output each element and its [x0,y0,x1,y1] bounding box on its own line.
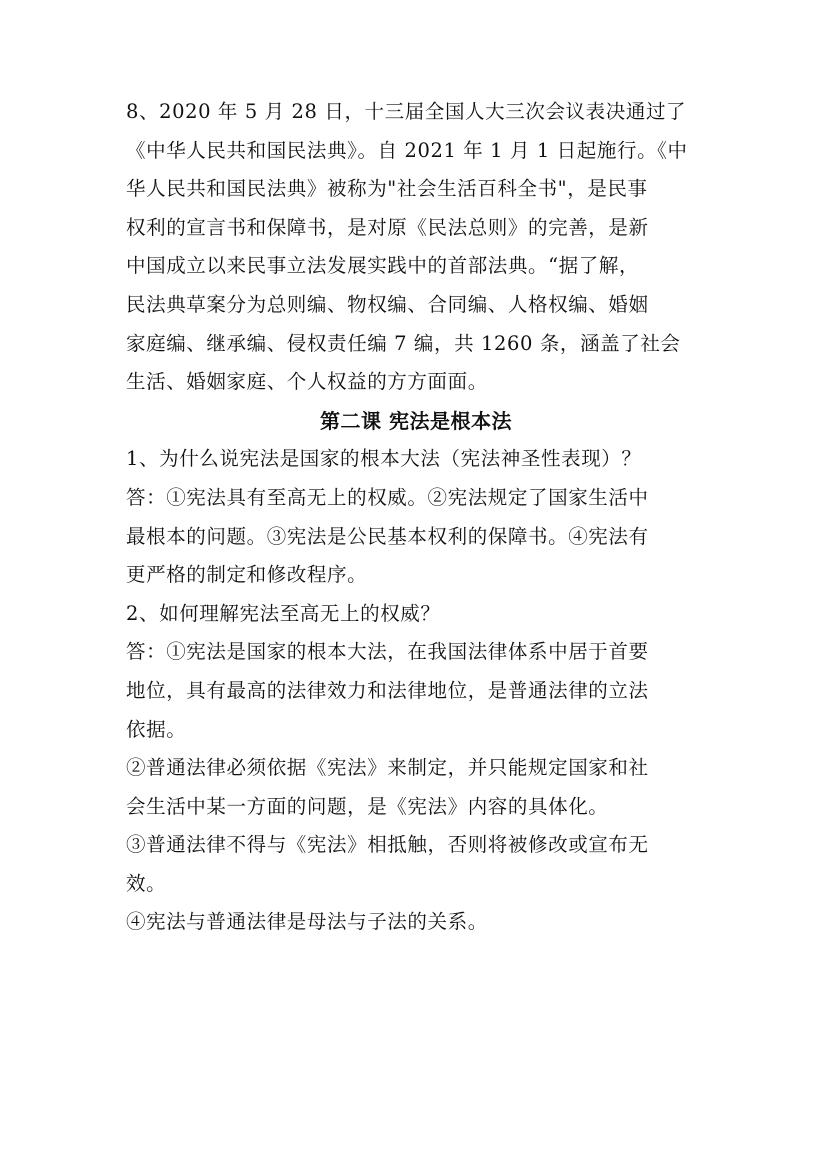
question-2: 2、如何理解宪法至高无上的权威？ [126,601,441,625]
answer-line: ④宪法与普通法律是母法与子法的关系。 [126,910,488,934]
civil-code-paragraph [126,98,706,396]
paragraph-line: 中国成立以来民事立法发展实践中的首部法典。“据了解， [126,254,640,278]
answer-line: 更严格的制定和修改程序。 [126,563,368,587]
answer-line: 最根本的问题。③宪法是公民基本权利的保障书。④宪法有 [126,524,649,548]
answer-line: 答：①宪法具有至高无上的权威。②宪法规定了国家生活中 [126,485,649,509]
answer-line: 依据。 [126,717,187,741]
question-1: 1、为什么说宪法是国家的根本大法（宪法神圣性表现）？ [126,447,642,471]
document-content [126,98,706,947]
answer-line: ②普通法律必须依据《宪法》来制定，并只能规定国家和社 [126,756,649,780]
answer-line: 会生活中某一方面的问题，是《宪法》内容的具体化。 [126,794,609,818]
answer-line: ③普通法律不得与《宪法》相抵触，否则将被修改或宣布无 [126,833,649,857]
lesson-title: 第二课 宪法是根本法 [320,408,512,433]
paragraph-line: 《中华人民共和国民法典》。自 2021 年 1 月 1 日起施行。《中 [126,138,688,162]
answer-line: 答：①宪法是国家的根本大法，在我国法律体系中居于首要 [126,640,649,664]
paragraph-line: 8、2020 年 5 月 28 日，十三届全国人大三次会议表决通过了 [126,100,687,123]
paragraph-line: 家庭编、继承编、侵权责任编 7 编，共 1260 条，涵盖了社会 [126,331,681,355]
answer-line: 地位，具有最高的法律效力和法律地位，是普通法律的立法 [126,678,649,702]
answer-line: 效。 [126,871,167,895]
paragraph-line: 民法典草案分为总则编、物权编、合同编、人格权编、婚姻 [126,292,649,316]
question-2-block [126,600,706,937]
paragraph-line: 权利的宣言书和保障书，是对原《民法总则》的完善，是新 [126,215,649,239]
paragraph-line: 华人民共和国民法典》被称为"社会生活百科全书"，是民事 [126,177,648,201]
question-1-block [126,445,706,589]
paragraph-line: 生活、婚姻家庭、个人权益的方方面面。 [126,370,488,394]
